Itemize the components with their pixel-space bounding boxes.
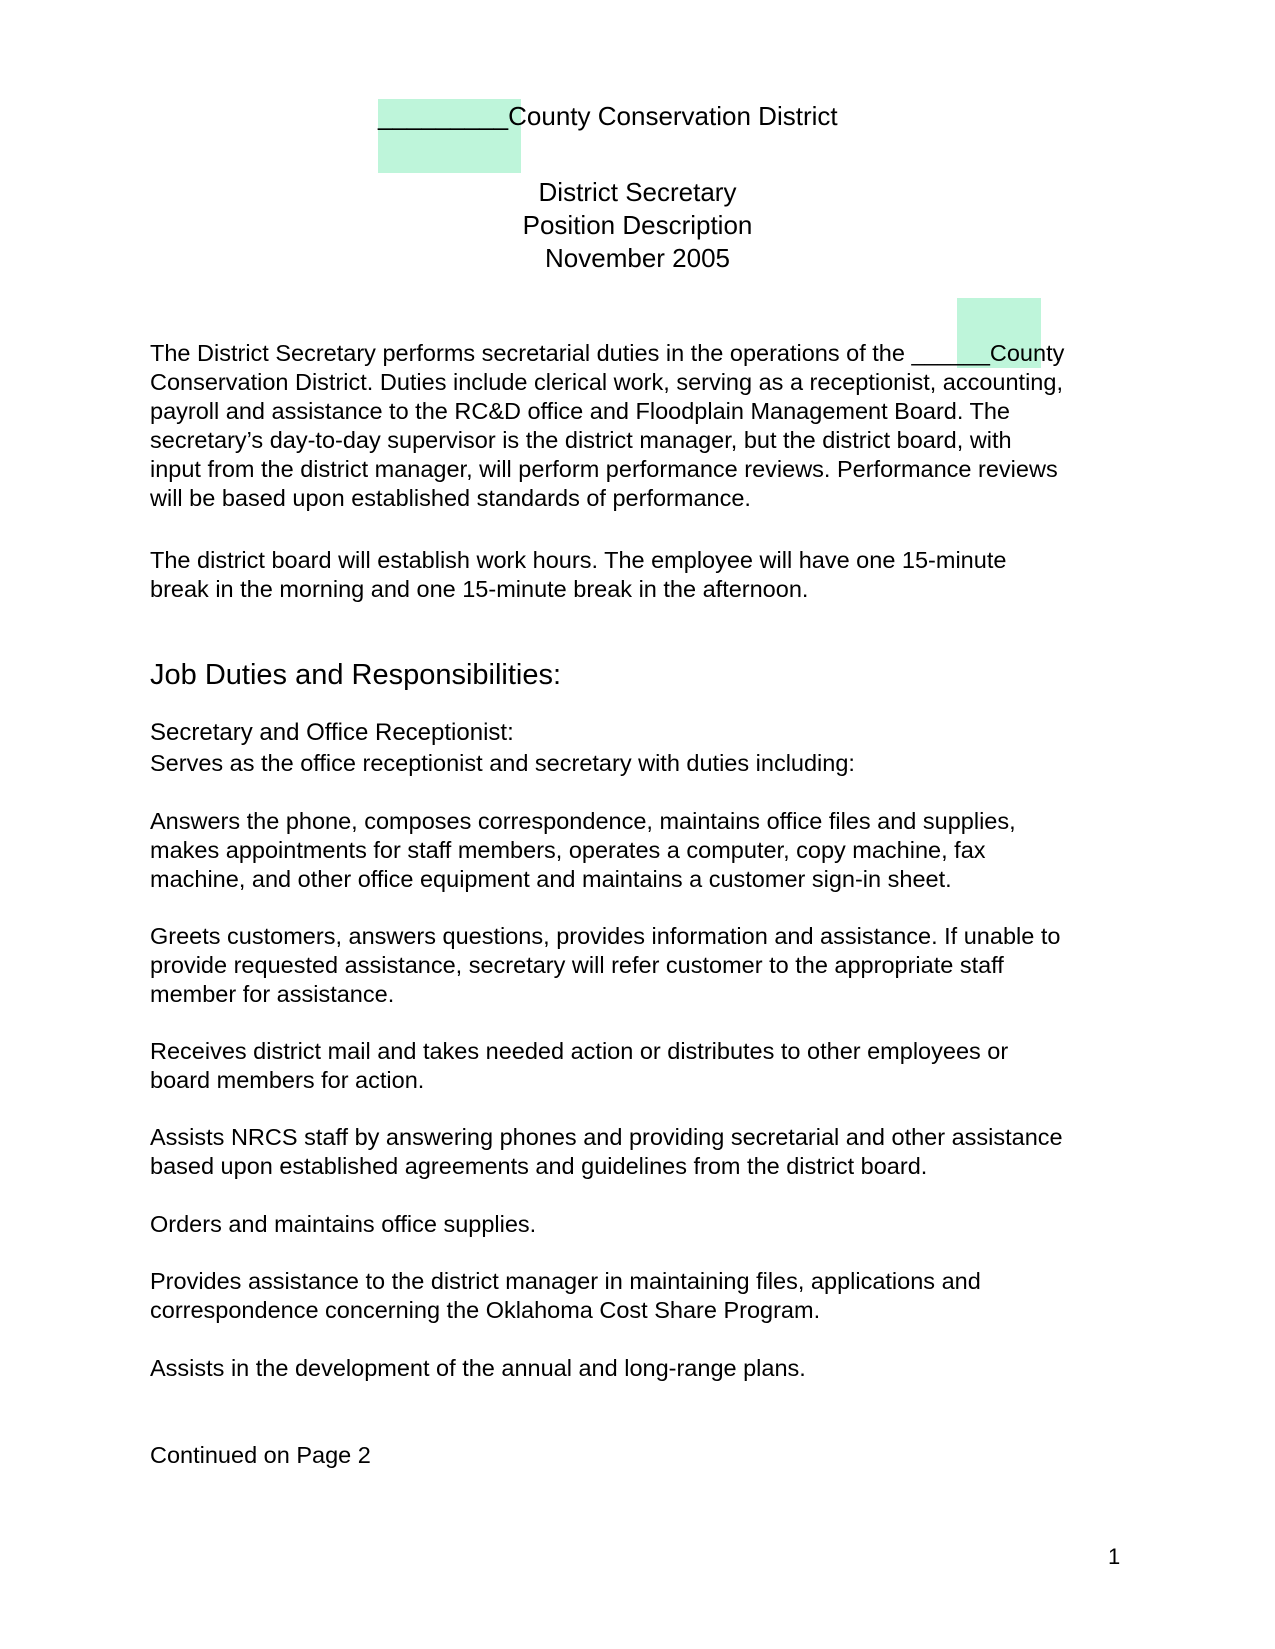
duty-line: Receives district mail and takes needed action or distributes to other employees or bbox=[150, 1038, 1009, 1064]
hours-line-1: The district board will establish work hours. The employee will have one 15-minute bbox=[150, 547, 1007, 573]
subsection-intro bbox=[150, 749, 1140, 778]
subsection-heading: Secretary and Office Receptionist: bbox=[150, 719, 514, 746]
duty-line: based upon established agreements and guidelines from the district board. bbox=[150, 1153, 928, 1179]
hours-line-2: break in the morning and one 15-minute break in the afternoon. bbox=[150, 576, 809, 602]
county-blank: _________ bbox=[378, 101, 509, 131]
duty-line: board members for action. bbox=[150, 1067, 425, 1093]
intro-line-5: input from the district manager, will perform performance reviews. Performance reviews bbox=[150, 456, 1058, 482]
duty-paragraph bbox=[150, 1037, 1140, 1095]
title-date: November 2005 bbox=[545, 243, 730, 273]
duty-line: machine, and other office equipment and maintains a customer sign-in sheet. bbox=[150, 866, 952, 892]
inline-county-blank: ______ bbox=[911, 340, 990, 366]
subsection-intro-line: Serves as the office receptionist and secretary with duties including: bbox=[150, 750, 855, 776]
intro-line-2: Conservation District. Duties include clerical work, serving as a receptionist, accounting, bbox=[150, 369, 1063, 395]
duty-line: member for assistance. bbox=[150, 981, 395, 1007]
duty-paragraph bbox=[150, 1354, 1140, 1383]
intro-line-4: secretary’s day-to-day supervisor is the district manager, but the district board, with bbox=[150, 427, 1012, 453]
section-heading: Job Duties and Responsibilities: bbox=[150, 659, 562, 691]
duty-line: makes appointments for staff members, operates a computer, copy machine, fax bbox=[150, 837, 986, 863]
intro-line-6: will be based upon established standards of performance. bbox=[150, 485, 751, 511]
duty-paragraph bbox=[150, 1210, 1140, 1239]
title-org: County Conservation District bbox=[508, 101, 838, 131]
duty-line: Greets customers, answers questions, provides information and assistance. If unable to bbox=[150, 923, 1061, 949]
duty-line: Orders and maintains office supplies. bbox=[150, 1211, 537, 1237]
duty-paragraph bbox=[150, 1123, 1140, 1181]
title-doc-type: Position Description bbox=[522, 210, 753, 240]
intro-line-3: payroll and assistance to the RC&D office and Floodplain Management Board. The bbox=[150, 398, 1010, 424]
duty-line: provide requested assistance, secretary will refer customer to the appropriate staff bbox=[150, 952, 1004, 978]
intro-paragraph bbox=[150, 339, 1140, 513]
duty-paragraph bbox=[150, 1267, 1140, 1325]
title-line-1 bbox=[378, 100, 838, 132]
duty-line: correspondence concerning the Oklahoma Cost Share Program. bbox=[150, 1297, 821, 1323]
duty-line: Assists in the development of the annual and long-range plans. bbox=[150, 1355, 806, 1381]
title-position: District Secretary bbox=[538, 177, 737, 207]
intro-line-1-end: County bbox=[989, 340, 1065, 366]
continued-note bbox=[150, 1441, 1140, 1470]
duty-paragraph bbox=[150, 922, 1140, 1009]
duty-paragraph bbox=[150, 807, 1140, 894]
intro-line-1: The District Secretary performs secretarial duties in the operations of the bbox=[150, 340, 912, 366]
continued-text: Continued on Page 2 bbox=[150, 1442, 371, 1468]
page-number: 1 bbox=[1108, 1544, 1121, 1569]
duty-line: Assists NRCS staff by answering phones and providing secretarial and other assistance bbox=[150, 1124, 1063, 1150]
duty-line: Provides assistance to the district manager in maintaining files, applications and bbox=[150, 1268, 981, 1294]
duty-line: Answers the phone, composes correspondence, maintains office files and supplies, bbox=[150, 808, 1016, 834]
hours-paragraph bbox=[150, 546, 1140, 604]
